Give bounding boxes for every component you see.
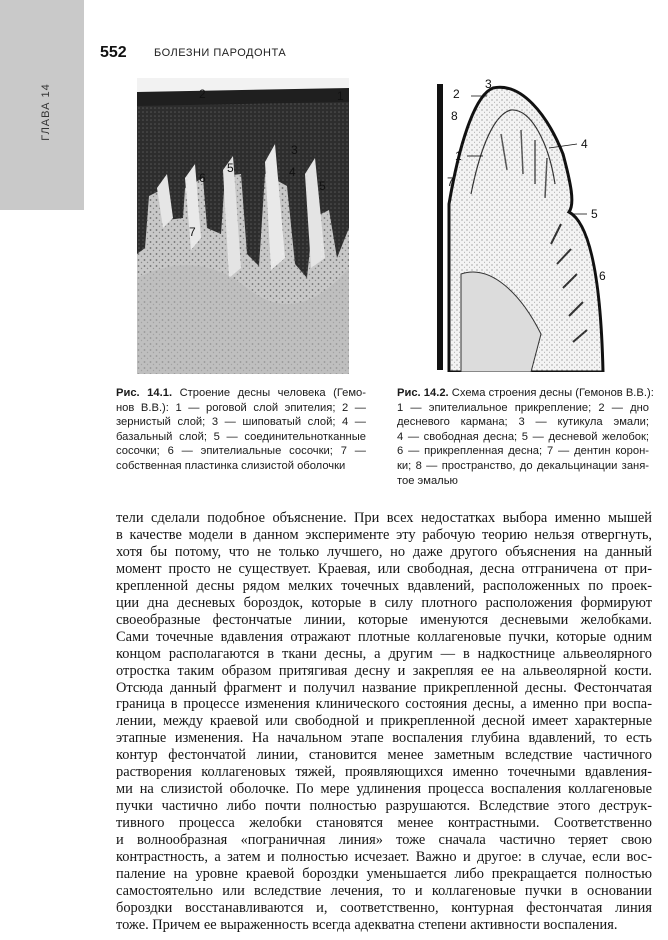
body-line: в качестве модели в данном эксперименте эту рабочую теорию нельзя отвергнуть, [116, 526, 652, 543]
fig2-caption-line: 1 — эпителиальное прикрепление; 2 — дно [397, 401, 649, 414]
fig2-caption-number: Рис. 14.2. [397, 387, 449, 399]
fig2-label-6: 6 [599, 269, 606, 283]
fig2-label-8: 8 [451, 109, 458, 123]
body-line: бороздки восстанавливаются и, соответственно, контурная фестончатая линия [116, 899, 652, 916]
fig1-label-5a: 5 [227, 161, 234, 175]
body-line: концом располагаются в ткани десны, а другим — в надкостнице альвеолярного [116, 645, 652, 662]
body-line: граница в процессе изменения клинического состояния десны, а именно при воспа- [116, 696, 652, 713]
fig2-caption-line: 6 — прикрепленная десна; 7 — дентин корон- [397, 445, 649, 458]
fig1-label-2: 2 [199, 87, 206, 101]
fig1-caption-line: собственная пластинка слизистой оболочки [116, 459, 346, 472]
fig1-label-4: 4 [289, 165, 296, 179]
fig1-caption-line: зернистый слой; 3 — шиповатый слой; 4 — [116, 416, 366, 429]
body-line: Отсюда данный фрагмент и получил название прикрепленной десны. Фестончатая [116, 679, 652, 696]
chapter-tab-label: ГЛАВА 14 [40, 83, 52, 141]
body-line: самостоятельно или вследствие лечения, то и коллагеновые пучки в основании [116, 882, 652, 899]
fig2-caption-line: десневого кармана; 3 — кутикула эмали; [397, 416, 649, 429]
body-line: хотя бы потому, что не только лучшего, но даже другого объяснения на данный [116, 543, 652, 560]
fig2-caption-line: тое эмалью [397, 474, 458, 487]
body-line: этапные изменения. На начальном этапе воспаления глубина вдавлений, то есть [116, 730, 652, 747]
figure-14-1-caption [116, 386, 366, 474]
gum-histology-image [137, 78, 349, 374]
fig1-label-1: 1 [337, 89, 344, 103]
body-line: контур фестончатой линии, становится менее заметным вследствие частичного [116, 747, 652, 764]
fig1-label-5b: 5 [319, 179, 326, 193]
body-line: пучки частично либо почти полностью разрушаются. Вследствие этого деструк- [116, 798, 652, 815]
body-line: момент просто не существует. Краевая, или свободная, десна отграничена от при- [116, 560, 652, 577]
body-line: и волнообразная «пограничная линия» тоже сначала частично теряет свою [116, 832, 652, 849]
body-line: тоже. Причем ее выраженность всегда адекватна степени активности воспаления. [116, 916, 618, 933]
fig1-caption-line: нов В.В.): 1 — роговой слой эпителия; 2 — [116, 401, 366, 414]
fig2-label-3: 3 [485, 77, 492, 91]
fig2-label-7: 7 [447, 175, 454, 189]
fig2-label-2: 2 [453, 87, 460, 101]
fig2-caption-line: Схема строения десны (Гемонов В.В.): [451, 387, 654, 399]
running-head: БОЛЕЗНИ ПАРОДОНТА [154, 47, 287, 59]
gum-structure-diagram [431, 74, 631, 372]
fig1-label-3: 3 [291, 143, 298, 157]
fig1-caption-line: Строение десны человека (Гемо- [179, 387, 366, 399]
body-line: ми на слизистой оболочке. По мере удлинения процесса воспаления коллагеновые [116, 781, 652, 798]
fig2-caption-line: ки; 8 — пространство, до декальцинации заня- [397, 459, 649, 472]
fig1-caption-number: Рис. 14.1. [116, 387, 173, 399]
fig2-label-5: 5 [591, 207, 598, 221]
fig1-label-6: 6 [199, 171, 206, 185]
figure-14-2-diagram [431, 74, 631, 372]
body-line: лении, между краевой или свободной и прикрепленной десной имеет характерные [116, 713, 652, 730]
fig1-caption-line: базальный слой; 5 — соединительнотканные [116, 430, 366, 443]
figure-14-1-micrograph [137, 78, 349, 374]
body-line: паление на уровне краевой бороздки уменьшается либо прекращается полностью [116, 866, 652, 883]
body-line: Сами точечные вдавления отражают плотные коллагеновые пучки, которые одним [116, 628, 652, 645]
body-line: ции дна десневых бороздок, которые в силу плотного расположения формируют [116, 594, 652, 611]
body-line: своеобразные фестончатые линии, которые именуются десневыми желобками. [116, 611, 652, 628]
page-number: 552 [100, 44, 127, 61]
fig1-caption-line: сосочки; 6 — эпителиальные сосочки; 7 — [116, 445, 366, 458]
figure-14-2-caption [397, 386, 654, 488]
body-text [116, 510, 652, 934]
body-line: крепленной десны рядом мелких точечных вдавлений, расположенных по проек- [116, 577, 652, 594]
body-line: тели сделали подобное объяснение. При всех недостатках выбора именно мышей [116, 510, 652, 526]
chapter-side-tab [0, 0, 84, 210]
body-line: растворения коллагеновых тяжей, проявляющихся именно точечными вдавления- [116, 764, 652, 781]
fig2-label-1: 1 [455, 149, 462, 163]
body-line: отростка таким образом притягивая десну и закрепляя ее на альвеолярной кости. [116, 662, 652, 679]
body-line: контрастность, а затем и полностью исчезает. Важно и другое: в случае, если вос- [116, 849, 652, 866]
fig2-caption-line: 4 — свободная десна; 5 — десневой желобок; [397, 430, 649, 443]
fig1-label-7: 7 [189, 225, 196, 239]
body-line: тивного процесса желобки становятся менее контрастными. Соответственно [116, 815, 652, 832]
fig2-label-4: 4 [581, 137, 588, 151]
